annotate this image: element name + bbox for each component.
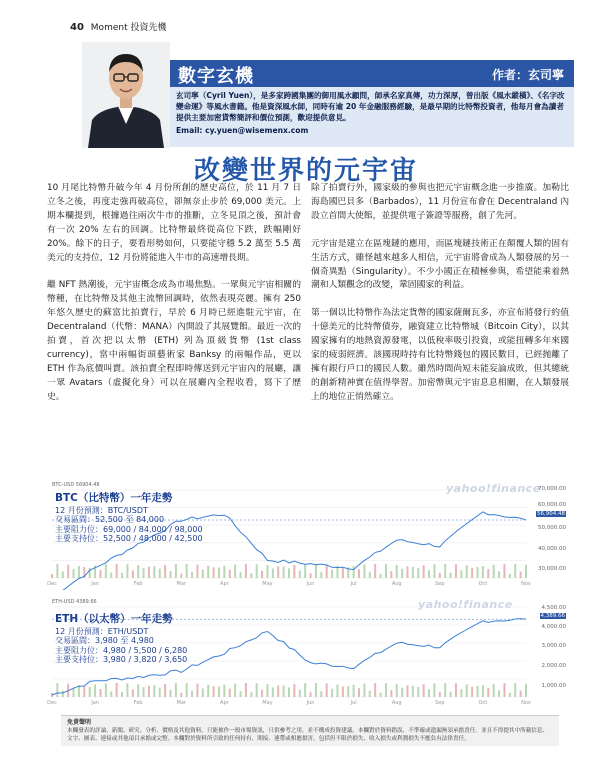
btc-volume-bar — [304, 564, 306, 578]
eth-ticker: ETH-USD 4389.66 — [52, 599, 97, 605]
eth-volume-bar — [331, 689, 333, 697]
btc-x-tick: Jan — [91, 581, 99, 587]
btc-volume-bar — [137, 565, 139, 578]
eth-x-tick: Feb — [133, 700, 143, 706]
eth-x-tick: Jun — [306, 700, 315, 706]
eth-volume-bar — [304, 683, 306, 697]
eth-y-tick-current: 4,389.66 — [540, 613, 565, 619]
btc-volume-bar — [493, 565, 495, 578]
eth-volume-bar — [471, 687, 473, 697]
eth-volume-bar — [137, 684, 139, 697]
eth-volume-bar — [94, 684, 96, 697]
eth-volume-bar — [148, 686, 150, 697]
eth-volume-bar — [110, 692, 112, 697]
eth-volume-bar — [433, 683, 435, 697]
eth-volume-bar — [196, 684, 198, 697]
eth-volume-bar — [99, 689, 101, 697]
eth-volume-bar — [374, 683, 376, 697]
yahoo-finance-logo: yahoo!finance — [446, 482, 541, 495]
btc-volume-bar — [450, 573, 452, 578]
author-photo — [82, 42, 170, 148]
btc-volume-bar — [390, 571, 392, 578]
eth-y-tick: 4,000.00 — [541, 624, 566, 630]
disclaimer-title: 免責聲明 — [67, 719, 92, 726]
btc-volume-bar — [148, 567, 150, 578]
btc-y-tick: 70,000.00 — [538, 486, 566, 492]
btc-x-tick: Jun — [306, 581, 315, 587]
eth-x-tick: Aug — [391, 700, 402, 706]
btc-volume-bar — [471, 568, 473, 578]
eth-volume-bar — [256, 683, 258, 697]
eth-volume-bar — [363, 684, 365, 697]
eth-volume-bar — [315, 683, 317, 697]
btc-volume-bar — [466, 565, 468, 578]
eth-volume-bar — [229, 689, 231, 697]
eth-volume-bar — [482, 685, 484, 697]
btc-ticker: BTC-USD 56904.48 — [52, 482, 100, 488]
btc-volume-bar — [428, 570, 430, 578]
eth-volume-bar — [407, 685, 409, 697]
page-header — [70, 20, 166, 33]
btc-y-tick: 30,000.00 — [538, 566, 566, 572]
btc-volume-bar — [342, 568, 344, 578]
btc-volume-bar — [250, 573, 252, 578]
btc-volume-bar — [272, 568, 274, 578]
btc-y-tick: 50,000.00 — [538, 525, 566, 531]
paragraph: 第一個以比特幣作為法定貨幣的國家薩爾瓦多，亦宣布將發行約值十億美元的比特幣債券，融資建立比特幣城（Bitcoin City），以其國家擁有的地熱資源發電，以低稅率吸引投資，或能扭轉多年來國家的疲弱經濟。該國現時持有比特幣錢包的國民數目，已經抛離了擁有銀行戶口的國民人數。雖然時間尚短未能妄論成敗，但其總統的創新精神實在值得學習。加密幣與元宇宙息息相關，在人類發展上的地位正悄然確立。 — [311, 308, 569, 402]
btc-resistance: 主要阻力位：69,000 / 84,000 / 98,000 — [55, 524, 203, 534]
btc-volume-bar — [396, 565, 398, 578]
disclaimer-text: 本欄發表的評論、新聞、研究、分析、價格及其他資料，只能被作一般市場資訊，只供參考之用，並不構成投資建議。本欄對於資料錯誤、不準確或遺漏無須承擔責任。並且不得提其中所載信息、文字、圖表、連接或其他項目承擔或完整。本欄對於資料所引致的任何持有、間接、連帶或相應損害，包括但不限於損失、收入損失或利潤損失不應負有法律責任。 — [67, 728, 549, 742]
eth-volume-bar — [385, 683, 387, 697]
eth-volume-bar — [390, 690, 392, 697]
eth-forecast-box — [55, 615, 187, 665]
eth-y-tick: 2,000.00 — [541, 663, 566, 669]
eth-volume-bar — [159, 688, 161, 697]
btc-volume-bar — [256, 564, 258, 578]
btc-volume-bar — [320, 572, 322, 578]
btc-volume-bar — [455, 564, 457, 578]
eth-volume-bar — [213, 686, 215, 697]
btc-x-tick: Jul — [350, 581, 357, 587]
eth-x-tick: Oct — [478, 700, 488, 706]
btc-volume-bar — [207, 566, 209, 578]
eth-volume-bar — [520, 691, 522, 697]
eth-volume-bar — [460, 689, 462, 697]
btc-volume-bar — [67, 565, 69, 578]
btc-volume-bar — [202, 569, 204, 578]
eth-volume-bar — [143, 687, 145, 697]
author-email: Email: cy.yuen@wisemenx.com — [176, 125, 309, 135]
paragraph: 繼 NFT 熱潮後，元宇宙概念成為市場焦點。一眾與元宇宙相關的幣種，在比特幣及其他主流幣回調時，依然表現亮麗。擁有 250 年悠久歷史的蘇富比拍賣行，早於 6 月時已經進駐元宇宙，在 Decentraland（代幣：MANA）內開設了其展覽館。最近一次的拍賣，首次把以太幣 (ETH) 列為頂級貨幣 (1st class currency)，當中兩幅街頭藝術家 Banksy 的兩幅作品，更以 ETH 作為底價叫賣。該拍賣全程即時傳送到元宇宙內的展廳，讓一眾 Avatars（虛擬化身）可以在展廳內全程收看，寫下了歷史。 — [47, 280, 301, 402]
eth-y-tick: 1,000.00 — [541, 683, 566, 689]
eth-volume-bar — [105, 683, 107, 697]
eth-volume-bar — [347, 686, 349, 697]
eth-volume-bar — [503, 683, 505, 697]
btc-volume-bar — [299, 571, 301, 578]
btc-x-tick: Mar — [176, 581, 186, 587]
btc-volume-bar — [487, 569, 489, 578]
eth-y-tick: 3,000.00 — [541, 643, 566, 649]
eth-chart-title: ETH（以太幣）一年走勢 — [55, 613, 173, 625]
btc-volume-bar — [78, 566, 80, 578]
column-name: 數字玄機 — [178, 66, 254, 87]
btc-volume-bar — [310, 573, 312, 578]
btc-volume-bar — [266, 565, 268, 578]
eth-volume-bar — [153, 685, 155, 697]
yahoo-finance-logo: yahoo!finance — [418, 598, 513, 611]
btc-x-tick: Sep — [435, 581, 445, 587]
btc-chart-title: BTC（比特幣）一年走勢 — [55, 492, 173, 504]
eth-volume-bar — [369, 691, 371, 697]
eth-support: 主要支持位：3,980 / 3,820 / 3,650 — [55, 655, 188, 664]
btc-x-tick: Feb — [133, 581, 143, 587]
btc-volume-bar — [407, 566, 409, 578]
btc-volume-bar — [105, 564, 107, 578]
btc-volume-bar — [234, 565, 236, 578]
eth-volume-bar — [423, 684, 425, 697]
eth-volume-bar — [164, 684, 166, 697]
eth-volume-bar — [121, 692, 123, 697]
eth-x-tick: May — [262, 700, 273, 706]
eth-volume-bar — [293, 684, 295, 697]
btc-y-tick: 40,000.00 — [538, 546, 566, 552]
left-column — [47, 182, 301, 419]
btc-range: 交易區間：52,500 至 84,000 — [55, 515, 165, 524]
magazine-name: Moment 投資先機 — [90, 23, 167, 33]
eth-x-tick: Dec — [47, 700, 57, 706]
btc-x-tick: Dec — [47, 581, 57, 587]
btc-volume-bar — [159, 569, 161, 578]
btc-volume-bar — [477, 567, 479, 578]
btc-volume-bar — [412, 567, 414, 578]
eth-resistance: 主要阻力位：4,980 / 5,500 / 6,280 — [55, 645, 188, 655]
eth-volume-bar — [223, 685, 225, 697]
eth-volume-bar — [186, 683, 188, 697]
eth-volume-bar — [428, 689, 430, 697]
btc-x-tick: Apr — [220, 581, 229, 587]
btc-volume-bar — [261, 571, 263, 578]
btc-volume-bar — [196, 565, 198, 578]
eth-volume-bar — [240, 691, 242, 697]
btc-volume-bar — [56, 564, 58, 578]
btc-volume-bar — [116, 564, 118, 578]
btc-volume-bar — [498, 571, 500, 578]
eth-volume-bar — [207, 685, 209, 697]
eth-volume-bar — [358, 688, 360, 697]
eth-volume-bar — [288, 687, 290, 697]
btc-volume-bar — [385, 564, 387, 578]
eth-volume-bar — [89, 687, 91, 697]
eth-volume-bar — [245, 683, 247, 697]
btc-volume-bar — [175, 564, 177, 578]
eth-volume-bar — [466, 684, 468, 697]
btc-volume-bar — [110, 573, 112, 578]
eth-volume-bar — [493, 684, 495, 697]
eth-volume-bar — [401, 688, 403, 697]
eth-volume-bar — [514, 683, 516, 697]
eth-volume-bar — [353, 685, 355, 697]
article-headline: 改變世界的元宇宙 — [193, 156, 418, 186]
btc-volume-bar — [288, 568, 290, 578]
btc-volume-bar — [374, 564, 376, 578]
btc-volume-bar — [143, 568, 145, 578]
btc-y-tick-current: 56,904.48 — [537, 511, 565, 517]
btc-volume-bar — [51, 574, 53, 578]
btc-volume-bar — [213, 567, 215, 578]
btc-support: 主要支持位：52,500 / 48,000 / 42,500 — [55, 534, 203, 543]
eth-volume-bar — [283, 686, 285, 697]
eth-volume-bar — [83, 686, 85, 697]
eth-forecast: 12 月份預測：ETH/USDT — [55, 626, 149, 636]
btc-volume-bar — [358, 569, 360, 578]
eth-volume-bar — [202, 688, 204, 697]
btc-volume-bar — [331, 570, 333, 578]
btc-volume-bar — [315, 564, 317, 578]
eth-volume-bar — [191, 691, 193, 697]
eth-x-tick: Apr — [220, 700, 229, 706]
paragraph: 元宇宙是建立在區塊鏈的應用，而區塊鏈技術正在顛覆人類的固有生活方式，雖怪越來越多人相信，元宇宙將會成為人類發展的另一個奇異點（Singularity）。不少小國正在積極參與，希望能乘着熱潮和人類觀念的改變，鞏固國家的利益。 — [311, 238, 569, 291]
eth-volume-bar — [234, 684, 236, 697]
eth-volume-bar — [126, 683, 128, 697]
eth-volume-bar — [498, 690, 500, 697]
eth-x-tick: Jan — [91, 700, 99, 706]
btc-volume-bar — [460, 570, 462, 578]
btc-x-tick: Oct — [478, 581, 488, 587]
btc-forecast: 12 月份預測：BTC/USDT — [55, 505, 148, 515]
btc-volume-bar — [191, 572, 193, 578]
eth-x-tick: Jul — [350, 700, 357, 706]
btc-volume-bar — [62, 571, 64, 578]
btc-chart — [46, 480, 568, 590]
right-column — [311, 182, 569, 419]
btc-volume-bar — [186, 564, 188, 578]
eth-volume-bar — [417, 687, 419, 697]
eth-volume-bar — [266, 684, 268, 697]
eth-volume-bar — [336, 685, 338, 697]
eth-volume-bar — [310, 692, 312, 697]
eth-volume-bar — [250, 692, 252, 697]
eth-volume-bar — [320, 691, 322, 697]
btc-x-tick: Nov — [521, 581, 531, 587]
eth-volume-bar — [342, 687, 344, 697]
eth-y-tick: 4,500.00 — [541, 605, 566, 611]
btc-volume-bar — [277, 566, 279, 578]
author-bio — [170, 87, 574, 147]
btc-volume-bar — [73, 569, 75, 578]
paragraph: 10 月尾比特幣升破今年 4 月份所創的歷史高位，於 11 月 7 日立冬之後，再度走強再破高位，卻無奈止步於 69,000 美元。上期本欄提到，根據過往兩次牛市的推斷，立冬見頂之後，預計會有一次 20% 左右的回調。比特幣最終從高位下跌，跌幅剛好 20%。餘下的日子，要看形勢如何，只要能守穩 5.2 萬至 5.5 萬美元的支持位，12 月份將能進入牛市的高速增長期。 — [47, 183, 301, 263]
btc-volume-bar — [514, 564, 516, 578]
page-number: 40 — [70, 22, 84, 33]
eth-volume-bar — [175, 683, 177, 697]
btc-x-tick: Aug — [391, 581, 402, 587]
eth-volume-bar — [62, 690, 64, 697]
btc-volume-bar — [126, 564, 128, 578]
eth-x-tick: Sep — [435, 700, 445, 706]
eth-volume-bar — [509, 693, 511, 697]
eth-volume-bar — [439, 692, 441, 697]
btc-volume-bar — [520, 572, 522, 578]
eth-chart — [46, 597, 568, 712]
bio-text: 玄司寧（Cyril Yuen），是多家跨國集團的御用風水顧問，師承名家真傳，功力深厚，曾出版《風水縱橫》、《名字改變命運》等風水書籍。他是資深風水師，同時有逾 20 年金融服務經驗，是最早期的比特幣投資者，他每月會為讀者提供主要加密貨幣簡評和價位預測，歡迎提供意見。 — [176, 91, 565, 123]
eth-volume-bar — [56, 683, 58, 697]
btc-forecast-box — [55, 494, 203, 544]
btc-volume-bar — [121, 573, 123, 578]
eth-x-tick: Mar — [176, 700, 186, 706]
eth-volume-bar — [455, 683, 457, 697]
eth-volume-bar — [261, 690, 263, 697]
btc-volume-bar — [164, 565, 166, 578]
btc-volume-bar — [380, 574, 382, 578]
btc-volume-bar — [401, 569, 403, 578]
btc-volume-bar — [245, 564, 247, 578]
eth-x-tick: Nov — [521, 700, 531, 706]
btc-volume-bar — [509, 574, 511, 578]
btc-volume-bar — [326, 564, 328, 578]
eth-volume-bar — [477, 686, 479, 697]
btc-volume-bar — [439, 573, 441, 578]
eth-volume-bar — [299, 690, 301, 697]
btc-volume-bar — [503, 564, 505, 578]
eth-volume-bar — [326, 683, 328, 697]
btc-volume-bar — [417, 568, 419, 578]
btc-volume-bar — [229, 570, 231, 578]
eth-volume-bar — [272, 687, 274, 697]
eth-volume-bar — [396, 684, 398, 697]
eth-volume-bar — [380, 693, 382, 697]
eth-volume-bar — [170, 690, 172, 697]
btc-volume-bar — [218, 568, 220, 578]
eth-volume-bar — [180, 693, 182, 697]
eth-volume-bar — [132, 689, 134, 697]
eth-volume-bar — [412, 686, 414, 697]
btc-volume-bar — [283, 567, 285, 578]
btc-volume-bar — [353, 566, 355, 578]
btc-volume-bar — [180, 574, 182, 578]
btc-volume-bar — [423, 565, 425, 578]
btc-volume-bar — [433, 564, 435, 578]
btc-volume-bar — [153, 566, 155, 578]
btc-volume-bar — [132, 570, 134, 578]
eth-volume-bar — [444, 683, 446, 697]
eth-volume-bar — [450, 692, 452, 697]
btc-volume-bar — [170, 571, 172, 578]
btc-y-tick: 60,000.00 — [538, 502, 566, 508]
column-banner — [170, 60, 574, 87]
btc-volume-bar — [223, 566, 225, 578]
eth-volume-bar — [277, 685, 279, 697]
btc-volume-bar — [293, 565, 295, 578]
eth-volume-bar — [73, 688, 75, 697]
eth-range: 交易區間：3,980 至 4,980 — [55, 636, 154, 645]
eth-volume-bar — [116, 683, 118, 697]
paragraph: 除了拍賣行外，國家級的參與也把元宇宙概念進一步推廣。加勒比海島國巴貝多（Barbados），11 月份宣布會在 Decentraland 內設立首間大使館，並提供電子簽證等服務，創了先河。 — [311, 183, 569, 221]
btc-volume-bar — [482, 566, 484, 578]
btc-volume-bar — [525, 565, 527, 578]
eth-volume-bar — [487, 688, 489, 697]
eth-volume-bar — [525, 684, 527, 697]
btc-volume-bar — [444, 564, 446, 578]
btc-x-tick: May — [262, 581, 273, 587]
disclaimer-box — [61, 715, 559, 746]
btc-volume-bar — [240, 572, 242, 578]
btc-volume-bar — [363, 565, 365, 578]
eth-volume-bar — [218, 687, 220, 697]
author-name: 作者：玄司寧 — [491, 68, 564, 82]
btc-volume-bar — [369, 572, 371, 578]
btc-volume-bar — [99, 570, 101, 578]
